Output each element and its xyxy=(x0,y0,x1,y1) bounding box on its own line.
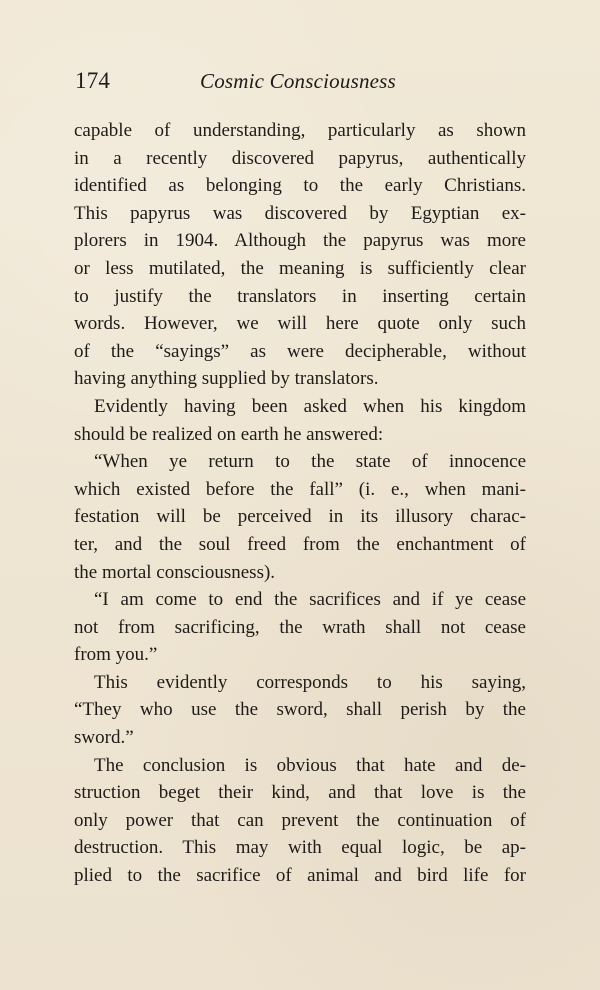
text-line: only power that can prevent the continuation of xyxy=(74,809,526,831)
paragraph xyxy=(74,393,526,448)
text-line: plorers in 1904. Although the papyrus was more xyxy=(74,230,526,252)
text-line: identified as belonging to the early Christians. xyxy=(74,175,526,197)
running-title: Cosmic Consciousness xyxy=(200,69,396,93)
text-line: “I am come to end the sacrifices and if ye cease xyxy=(94,589,526,611)
text-line: of the “sayings” as were decipherable, without xyxy=(74,340,526,362)
text-line: in a recently discovered papyrus, authentically xyxy=(74,147,526,169)
text-line: struction beget their kind, and that love is the xyxy=(74,782,526,804)
text-line: should be realized on earth he answered: xyxy=(74,423,384,445)
text-line: The conclusion is obvious that hate and de- xyxy=(94,754,526,776)
text-line: words. However, we will here quote only such xyxy=(74,313,526,335)
page-header xyxy=(75,68,525,100)
text-line: the mortal consciousness). xyxy=(74,561,276,583)
paragraph xyxy=(74,448,526,586)
paragraph xyxy=(74,586,526,669)
paragraph xyxy=(74,752,526,890)
text-line: This papyrus was discovered by Egyptian ex- xyxy=(74,202,526,224)
text-line: “They who use the sword, shall perish by the xyxy=(74,699,526,721)
page-number: 174 xyxy=(75,68,111,93)
body-text xyxy=(74,117,526,890)
text-line: destruction. This may with equal logic, be ap- xyxy=(74,837,526,859)
paragraph xyxy=(74,117,526,393)
text-line: Evidently having been asked when his kingdom xyxy=(94,395,526,417)
text-line: ter, and the soul freed from the enchantment of xyxy=(74,533,526,555)
text-line: which existed before the fall” (i. e., when mani- xyxy=(74,478,526,500)
text-line: festation will be perceived in its illusory charac- xyxy=(74,506,526,528)
text-line: to justify the translators in inserting certain xyxy=(74,285,526,307)
text-line: or less mutilated, the meaning is sufficiently clear xyxy=(74,257,526,279)
text-line: capable of understanding, particularly as shown xyxy=(74,120,526,141)
text-line: This evidently corresponds to his saying, xyxy=(94,671,526,693)
text-line: from you.” xyxy=(74,644,158,666)
text-line: plied to the sacrifice of animal and bird life for xyxy=(74,865,526,887)
paragraph xyxy=(74,669,526,752)
text-line: having anything supplied by translators. xyxy=(74,368,379,390)
text-line: “When ye return to the state of innocence xyxy=(94,451,526,473)
text-line: not from sacrificing, the wrath shall not cease xyxy=(74,616,526,638)
text-line: sword.” xyxy=(74,727,134,749)
